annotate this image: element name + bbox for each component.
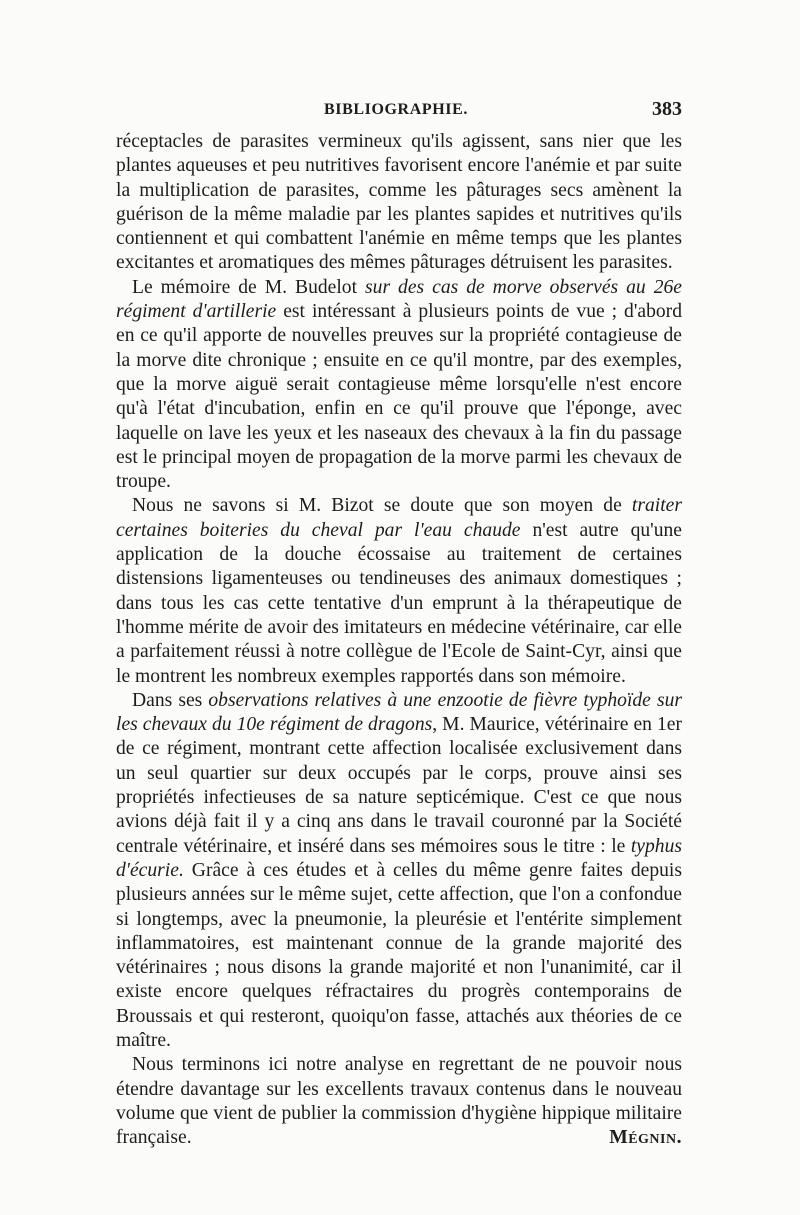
paragraph-p1 xyxy=(116,130,682,276)
paragraph-p5 xyxy=(116,1053,682,1150)
paragraph-p3 xyxy=(116,494,682,688)
text-run: réceptacles de parasites vermineux qu'ils agissent, sans nier que les plantes aqueuses et peu nutritives favorisent encore l'anémie et par suite la multiplication de parasites, comme les pâturages secs amènent la guérison de la même maladie par les plantes sapides et nutritives qu'ils contiennent et qui combattent l'anémie en même temps que les plantes excitantes et aromatiques des mêmes pâturages détruisent les parasites. xyxy=(116,131,682,274)
page-header xyxy=(116,98,682,126)
author-signature: Mégnin. xyxy=(609,1127,682,1149)
paragraph-p2 xyxy=(116,276,682,495)
body-text xyxy=(116,130,682,1150)
text-run: Grâce à ces études et à celles du même genre faites depuis plusieurs années sur le même sujet, cette affection, que l'on a confondue si longtemps, avec la pneumonie, la pleurésie et l'entérite simplement inflammatoires, est maintenant connue de la grande majorité des vétérinaires ; nous disons la grande majorité et non l'unanimité, car il existe encore quelques réfractaires du progrès contemporains de Broussais et qui resteront, quoiqu'on fasse, attachés aux théories de ce maître. xyxy=(116,859,682,1051)
paragraph-p4 xyxy=(116,689,682,1053)
text-run: est intéressant à plusieurs points de vue ; d'abord en ce qu'il apporte de nouvelles preuves sur la propriété contagieuse de la morve dite chronique ; ensuite en ce qu'il montre, par des exemples, que la morve aiguë serait contagieuse même lorsqu'elle n'est encore qu'à l'état d'incubation, enfin en ce qu'il prouve que l'éponge, avec laquelle on lave les yeux et les naseaux des chevaux à la fin du passage est le principal moyen de propagation de la morve parmi les chevaux de troupe. xyxy=(116,301,682,493)
text-run: Dans ses xyxy=(132,689,209,711)
italic-title: observations relatives à une enzootie de fièvre typhoïde sur les chevaux du 10e régiment de dragons xyxy=(116,689,682,736)
text-run: , M. Maurice, vétérinaire en 1er de ce régiment, montrant cette affection localisée exclusivement dans un seul quartier sur deux occupés par le corps, prouve ainsi ses propriétés infectieuses de sa nature septicémique. C'est ce que nous avions déjà fait il y a cinq ans dans le travail couronné par la Société centrale vétérinaire, et inséré dans ses mémoires sous le titre : le xyxy=(116,714,682,857)
page-number: 383 xyxy=(652,98,682,120)
italic-title: sur des cas de morve observés au 26e régiment d'artillerie xyxy=(116,276,682,323)
italic-title: traiter certaines boiteries du cheval par l'eau chaude xyxy=(116,495,682,541)
text-run: Le mémoire de M. Budelot xyxy=(132,276,366,298)
text-run: n'est autre qu'une application de la douche écossaise au traitement de certaines distensions ligamenteuses ou tendineuses des animaux domestiques ; dans tous les cas cette tentative d'un emprunt à la thérapeutique de l'homme mérite de avoir des imitateurs en médecine vétérinaire, car elle a parfaitement réussi à notre collègue de l'Ecole de Saint-Cyr, ainsi que le montrent les nombreux exemples rapportés dans son mémoire. xyxy=(116,519,682,687)
italic-title: typhus d'écurie. xyxy=(116,835,682,881)
running-title: BIBLIOGRAPHIE. xyxy=(324,101,468,118)
text-run: Nous ne savons si M. Bizot se doute que son moyen de xyxy=(132,495,632,517)
text-run: Nous terminons ici notre analyse en regrettant de ne pouvoir nous étendre davantage sur les excellents travaux contenus dans le nouveau volume que vient de publier la commission d'hygiène hippique militaire française. xyxy=(116,1054,682,1149)
